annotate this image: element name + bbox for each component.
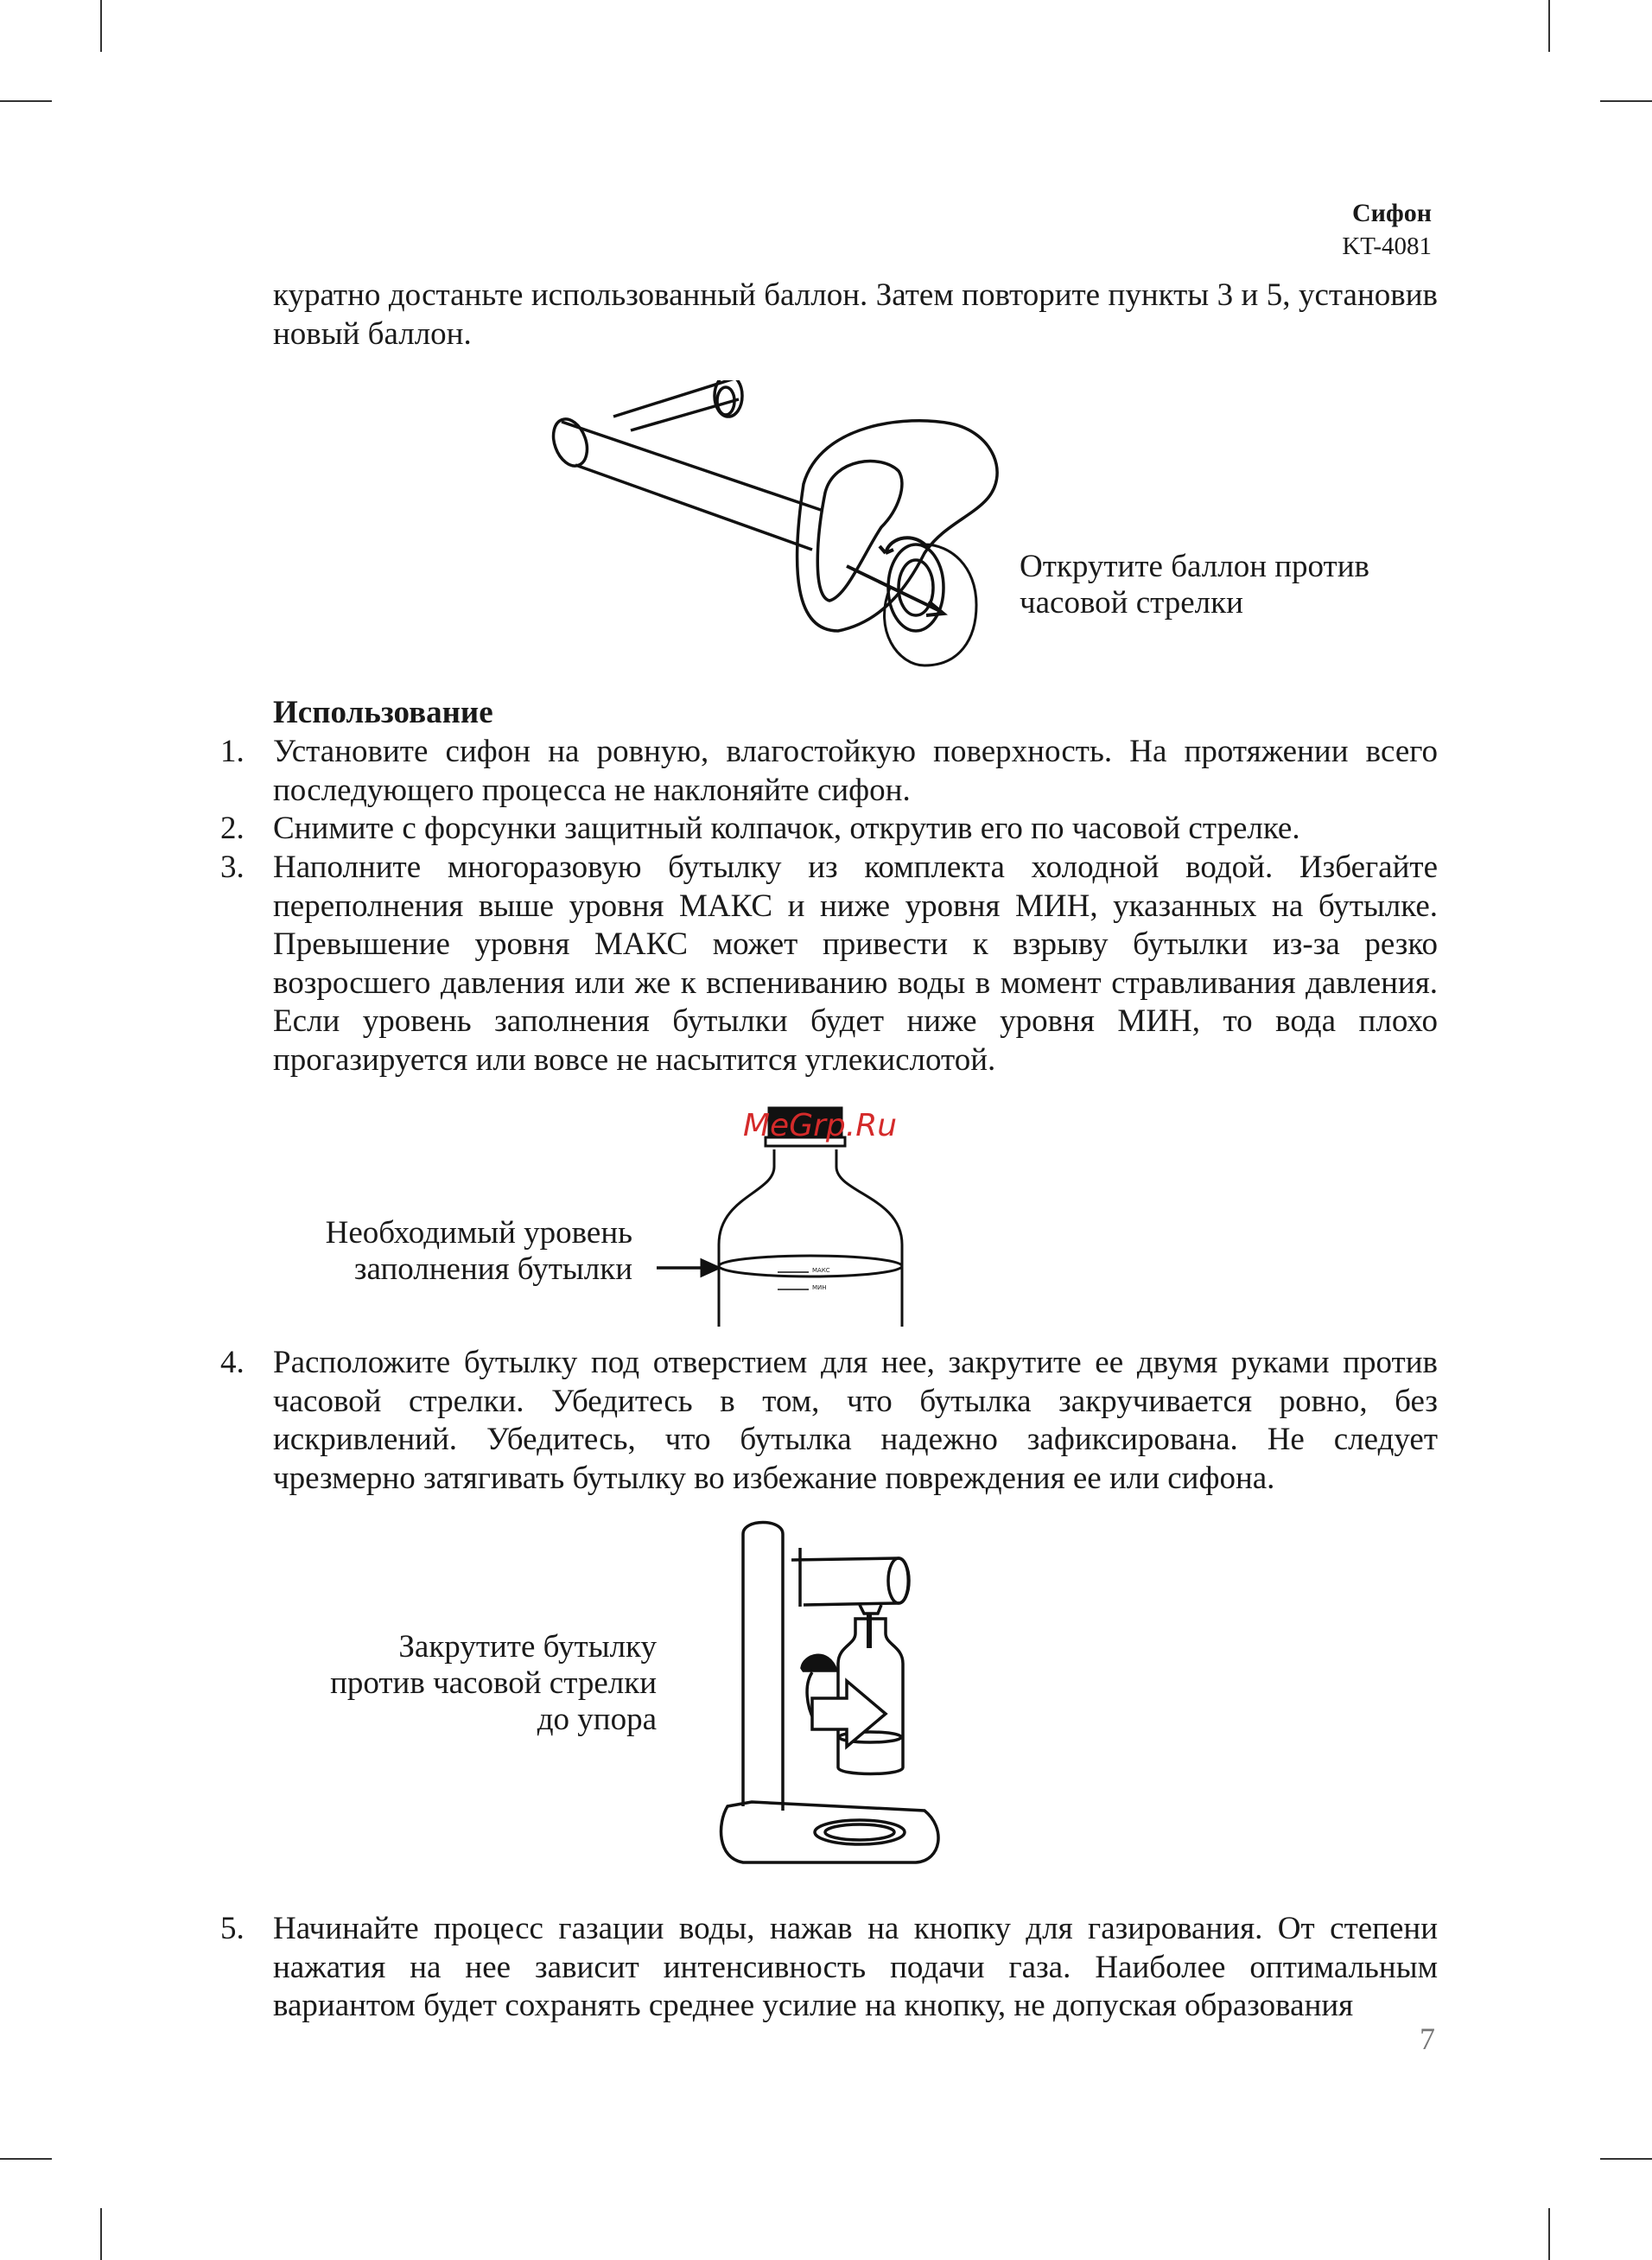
page-number: 7	[1420, 2021, 1435, 2056]
header-model: KT-4081	[1342, 232, 1432, 260]
step-text: Расположите бутылку под отверстием для нее, закрутите ее двумя руками против часовой стрелки. Убедитесь в том, что бутылка закручивается ровно, без искривлений. Убедитесь, что бутылка надежно зафиксирована. Не следует чрезмерно затягивать бутылку во избежание повреждения ее или сифона.	[273, 1345, 1438, 1496]
step-text: Снимите с форсунки защитный колпачок, открутив его по часовой стрелке.	[273, 811, 1300, 846]
crop-mark	[100, 2208, 102, 2260]
step-text: Начинайте процесс газации воды, нажав на кнопку для газирования. От степени нажатия на нее зависит интенсивность подачи газа. Наиболее оптимальным вариантом будет сохранять среднее усилие на кнопку, не допуская образования	[273, 1911, 1438, 2023]
header-brand: Сифон	[1352, 199, 1432, 227]
figure3-caption: Закрутите бутылку против часовой стрелки до упора	[330, 1629, 657, 1737]
list-item	[220, 810, 1438, 849]
list-item	[220, 733, 1438, 810]
step-text: Установите сифон на ровную, влагостойкую поверхность. На протяжении всего последующего процесса не наклоняйте сифон.	[273, 734, 1438, 808]
crop-mark	[0, 100, 52, 102]
figure2-caption: Необходимый уровень заполнения бутылки	[325, 1215, 632, 1287]
step-number: 5.	[220, 1911, 245, 1946]
step-number: 4.	[220, 1345, 245, 1380]
list-item	[220, 1344, 1438, 1498]
step-number: 3.	[220, 850, 245, 885]
crop-mark	[100, 0, 102, 52]
crop-mark	[1600, 2158, 1652, 2160]
crop-mark	[1600, 100, 1652, 102]
watermark: MeGrp.Ru	[743, 1108, 898, 1143]
crop-mark	[1548, 2208, 1550, 2260]
crop-mark	[1548, 0, 1550, 52]
step-text: Наполните многоразовую бутылку из комплекта холодной водой. Избегайте переполнения выше уровня МАКС и ниже уровня МИН, указанных на бутылке. Превышение уровня МАКС может привести к взрыву бутылки из-за резко возросшего давления или же к вспениванию воды в момент стравливания давления. Если уровень заполнения бутылки будет ниже уровня МИН, то вода плохо прогазируется или вовсе не насытится углекислотой.	[273, 850, 1438, 1078]
figure-unscrew-cylinder	[536, 380, 1020, 674]
intro-paragraph: куратно достаньте использованный баллон. Затем повторите пункты 3 и 5, установив новый баллон.	[273, 277, 1438, 352]
section-title: Использование	[273, 695, 493, 730]
min-level-label: МИН	[812, 1284, 827, 1291]
list-item	[220, 1910, 1438, 2026]
step-number: 1.	[220, 734, 245, 769]
list-item	[220, 849, 1438, 1079]
running-header	[1342, 197, 1432, 263]
crop-mark	[0, 2158, 52, 2160]
figure1-caption: Открутите баллон против часовой стрелки	[1020, 549, 1369, 621]
step-number: 2.	[220, 811, 245, 846]
figure-siphon-bottle	[717, 1517, 968, 1880]
max-level-label: МАКС	[812, 1267, 830, 1274]
